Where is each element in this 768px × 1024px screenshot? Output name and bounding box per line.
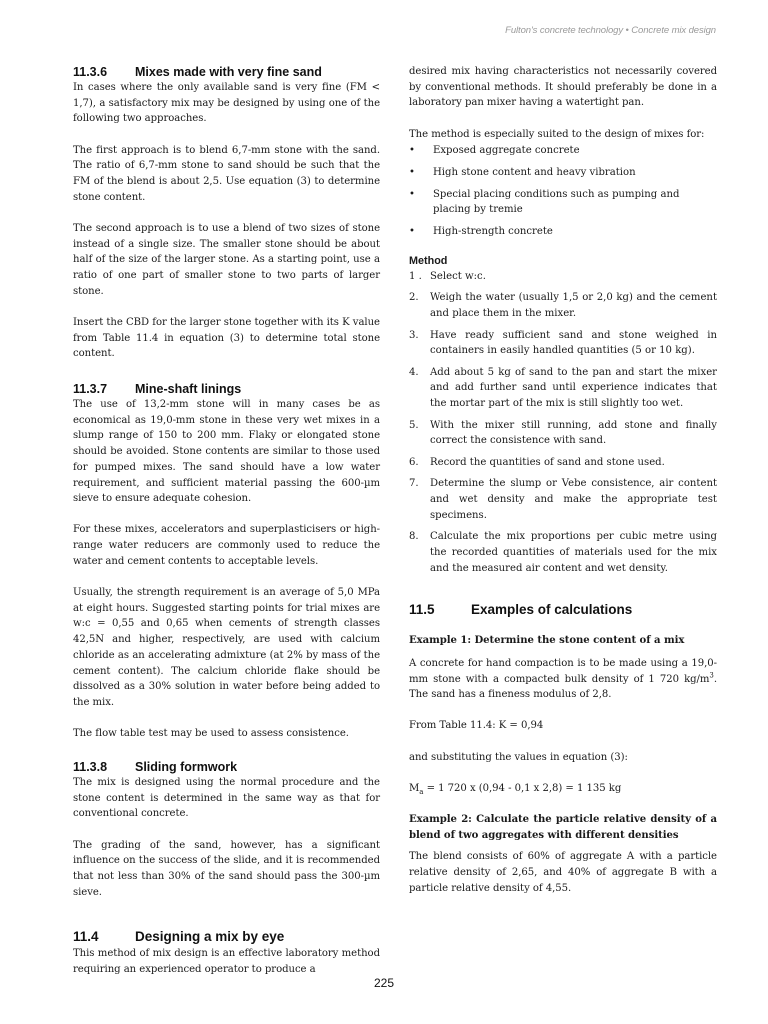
list-item: • Exposed aggregate concrete [409, 143, 717, 159]
paragraph: Insert the CBD for the larger stone together with its K value from Table 11.4 in equation (3) to determine total stone content. [73, 316, 380, 360]
section-number: 11.5 [409, 602, 435, 618]
section-number: 11.3.6 [73, 65, 108, 79]
list-item: 2. Weigh the water (usually 1,5 or 2,0 kg) and the cement and place them in the mixer. [409, 292, 717, 320]
list-item: 4. Add about 5 kg of sand to the pan and start the mixer and add further sand until experience indicates that the mortar part of the mix is still slightly too wet. [409, 366, 717, 410]
paragraph: and substituting the values in equation (3): [409, 751, 628, 763]
running-header: Fulton's concrete technology • Concrete mix design [505, 25, 716, 36]
paragraph: The grading of the sand, however, has a significant influence on the success of the slide, and it is recommended that not less than 30% of the sand should pass the 300-µm sieve. [73, 839, 380, 898]
section-title: Mixes made with very fine sand [135, 65, 322, 79]
list-item: 1 . Select w:c. [409, 270, 486, 282]
section-number: 11.3.8 [73, 759, 108, 774]
paragraph: From Table 11.4: K = 0,94 [409, 720, 544, 732]
list-item: 6. Record the quantities of sand and stone used. [409, 456, 665, 468]
list-item: • High stone content and heavy vibration [409, 165, 717, 181]
section-title: Sliding formwork [135, 759, 238, 774]
section-number: 11.4 [73, 929, 99, 945]
section-title: Mine-shaft linings [135, 382, 242, 397]
section-heading-11-3-8 [73, 759, 380, 775]
bullet-icon: • [409, 226, 415, 238]
paragraph: A concrete for hand compaction is to be made using a 19,0-mm stone with a compacted bulk density of 1 720 $kg/m^3$. The sand has a fineness modulus of 2,8. [409, 657, 717, 701]
list-item: 8. Calculate the mix proportions per cubic metre using the recorded quantities of materials used for the mix and the measured air content and wet density. [409, 531, 717, 574]
bullet-icon: • [409, 145, 415, 157]
paragraph: Usually, the strength requirement is an average of 5,0 MPa at eight hours. Suggested starting points for trial mixes are w:c = 0,55 and 0,65 when cements of strength classes 42,5N and higher, respectively, are used with calcium chloride as an accelerating admixture (at 2% by mass of the cement content). The calcium chloride flake should be dissolved as a 30% solution in water before being added to the mix. [73, 587, 380, 708]
section-heading-11-5 [409, 601, 717, 619]
paragraph: In cases where the only available sand is very fine (FM < 1,7), a satisfactory mix may be designed by using one of the following two approaches. [73, 82, 380, 125]
paragraph: This method of mix design is an effective laboratory method requiring an experienced operator to produce a [73, 948, 380, 976]
left-column [73, 64, 380, 978]
list-item: 5. With the mixer still running, add stone and finally correct the consistence with sand. [409, 419, 717, 447]
bullet-icon: • [409, 188, 415, 200]
section-number: 11.3.7 [73, 382, 108, 397]
page-number: 225 [373, 976, 395, 990]
list-item: • High-strength concrete [409, 224, 717, 240]
paragraph: The method is especially suited to the design of mixes for: [409, 128, 705, 140]
section-heading-11-3-6 [73, 64, 380, 80]
paragraph: desired mix having characteristics not necessarily covered by conventional methods. It should preferably be done in a laboratory pan mixer having a watertight pan. [409, 66, 717, 109]
bullet-list [409, 143, 717, 240]
list-item: 7. Determine the slump or Vebe consistence, air content and wet density and make the appropriate test specimens. [409, 478, 717, 521]
paragraph: The blend consists of 60% of aggregate A with a particle relative density of 2,65, and 40% of aggregate B with a particle relative density of 4,55. [409, 851, 717, 894]
equation: $M_a = 1$ 720 x (0,94 - 0,1 x 2,8) = 1 135 kg [409, 782, 622, 796]
list-item: 3. Have ready sufficient sand and stone weighed in containers in easily handled quantities (5 or 10 kg). [409, 329, 717, 357]
bullet-icon: • [409, 167, 415, 179]
method-steps [409, 269, 717, 577]
section-title: Designing a mix by eye [135, 929, 285, 945]
section-heading-11-4 [73, 928, 380, 946]
paragraph: The first approach is to blend 6,7-mm stone with the sand. The ratio of 6,7-mm stone to sand should be such that the FM of the blend is about 2,5. Use equation (3) to determine stone content. [73, 144, 380, 203]
example-2-heading: Example 2: Calculate the particle relative density of a blend of two aggregates with different densities [409, 814, 717, 841]
paragraph: The second approach is to use a blend of two sizes of stone instead of a single size. The smaller stone should be about half of the size of the larger stone. As a starting point, use a ratio of one part of smaller stone to two parts of larger stone. [73, 222, 380, 297]
section-title: Examples of calculations [471, 602, 633, 618]
right-column [409, 64, 717, 897]
paragraph: The flow table test may be used to assess consistence. [73, 728, 349, 740]
example-1-heading: Example 1: Determine the stone content of a mix [409, 635, 685, 647]
paragraph: The use of 13,2-mm stone will in many cases be as economical as 19,0-mm stone in these very wet mixes in a slump range of 150 to 200 mm. Flaky or elongated stone should be avoided. Stone contents are similar to those used for pumped mixes. The sand should have a low water requirement, and sufficient material passing the 600-µm sieve to ensure adequate cohesion. [73, 399, 380, 505]
section-heading-11-3-7 [73, 381, 380, 397]
paragraph: The mix is designed using the normal procedure and the stone content is determined in the same way as that for conventional concrete. [73, 776, 380, 820]
method-heading: Method [409, 254, 448, 267]
list-item: • Special placing conditions such as pumping and placing by tremie [409, 188, 680, 216]
paragraph: For these mixes, accelerators and superplasticisers or high-range water reducers are commonly used to reduce the water and cement contents to acceptable levels. [73, 524, 380, 567]
